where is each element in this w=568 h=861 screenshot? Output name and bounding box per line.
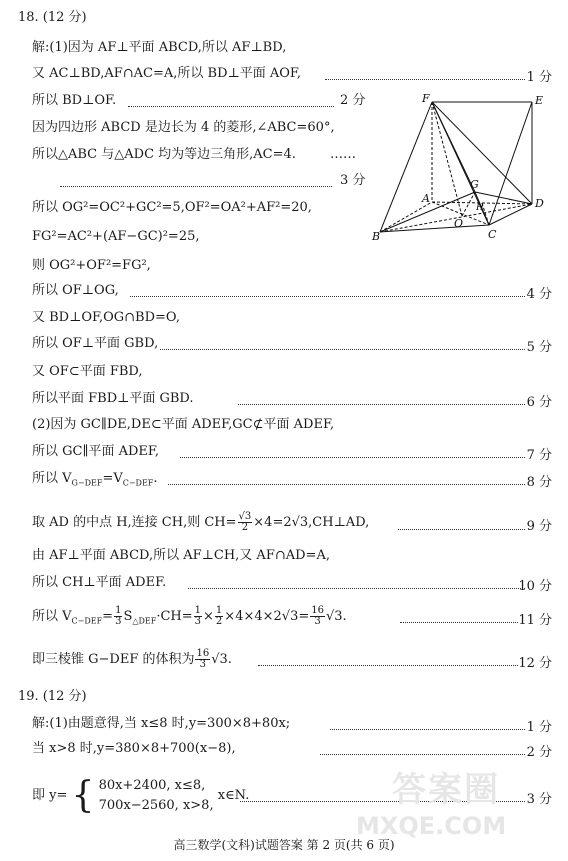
q18-line-18: 由 AF⊥平面 ABCD,所以 AF⊥CH,又 AF∩AD=A, bbox=[32, 548, 330, 563]
leader-dots bbox=[60, 186, 332, 187]
q18-line-4: 因为四边形 ABCD 是边长为 4 的菱形,∠ABC=60°, bbox=[32, 120, 335, 135]
left-brace: { bbox=[71, 775, 95, 816]
leader-dots bbox=[188, 588, 525, 589]
q18-line-6: 所以 OG²=OC²+GC²=5,OF²=OA²+AF²=20, bbox=[32, 200, 312, 215]
q18-line-11: 所以 OF⊥平面 GBD, bbox=[32, 336, 159, 351]
q18-line-1: 解:(1)因为 AF⊥平面 ABCD,所以 AF⊥BD, bbox=[32, 40, 287, 55]
label-A: A bbox=[422, 192, 430, 205]
q18-line-2: 又 AC⊥BD,AF∩AC=A,所以 BD⊥平面 AOF, bbox=[32, 66, 302, 81]
score-3: 3 分 bbox=[340, 173, 366, 188]
leader-dots bbox=[130, 296, 525, 297]
edge bbox=[489, 102, 532, 225]
q19-line-2: 当 x>8 时,y=380×8+700(x−8), bbox=[32, 741, 236, 756]
label-D: D bbox=[535, 197, 544, 210]
hidden-edge bbox=[432, 102, 462, 216]
score-6: 6 分 bbox=[526, 395, 552, 410]
label-E: E bbox=[535, 94, 544, 107]
score-5: 5 分 bbox=[526, 340, 552, 355]
score-10: 10 分 bbox=[518, 579, 552, 594]
label-G: G bbox=[470, 178, 479, 191]
q18-line-21: 即三棱锥 G−DEF 的体积为 $\frac{16}{3}$ √3. bbox=[32, 648, 232, 670]
q18-line-3: 所以 BD⊥OF. bbox=[32, 93, 117, 108]
label-H: H bbox=[476, 203, 484, 213]
score-8: 8 分 bbox=[526, 475, 552, 490]
q18-line-12: 又 OF⊂平面 FBD, bbox=[32, 364, 143, 379]
trailing-dots: …… bbox=[330, 147, 356, 162]
q19-line-1: 解:(1)由题意得,当 x≤8 时,y=300×8+80x; bbox=[32, 716, 291, 731]
score-3: 3 分 bbox=[526, 792, 552, 807]
watermark-logo: 答案圈 bbox=[392, 770, 500, 810]
page-footer: 高三数学(文科)试题答案 第 2 页(共 6 页) bbox=[173, 838, 395, 852]
leader-dots bbox=[160, 349, 525, 350]
score-7: 7 分 bbox=[526, 448, 552, 463]
leader-dots bbox=[238, 404, 525, 405]
piece-1: 80x+2400, x≤8, bbox=[98, 778, 206, 793]
piece-2: 700x−2560, x>8, bbox=[98, 798, 214, 813]
fraction: $\frac{√3}{2}$ bbox=[238, 511, 252, 533]
geometry-figure bbox=[372, 92, 542, 242]
q18-line-16: 所以 $V_{G-DEF}=V_{C-DEF}$. bbox=[32, 471, 158, 488]
q18-line-19: 所以 CH⊥平面 ADEF. bbox=[32, 575, 167, 590]
hidden-edge bbox=[462, 192, 475, 216]
label-O: O bbox=[454, 217, 464, 230]
label-B: B bbox=[372, 230, 381, 243]
leader-dots bbox=[320, 754, 525, 755]
score-9: 9 分 bbox=[526, 519, 552, 534]
leader-dots bbox=[258, 665, 518, 666]
leader-dots bbox=[168, 484, 525, 485]
score-11: 11 分 bbox=[518, 613, 552, 628]
label-F: F bbox=[422, 92, 430, 105]
q18-line-15: 所以 GC∥平面 ADEF, bbox=[32, 444, 160, 459]
q18-line-9: 所以 OF⊥OG, bbox=[32, 283, 119, 298]
score-2: 2 分 bbox=[340, 93, 366, 108]
score-4: 4 分 bbox=[526, 287, 552, 302]
leader-dots bbox=[128, 106, 334, 107]
score-12: 12 分 bbox=[518, 656, 552, 671]
score-2: 2 分 bbox=[526, 745, 552, 760]
q18-line-7: FG²=AC²+(AF−GC)²=25, bbox=[32, 229, 200, 244]
q18-line-20: 所以 $V_{C-DEF}=$ $\frac{1}{3}$ $S_{\triangle DEF}\cdot CH=$ $\frac{1}{3}$ × $\frac{1}{2}$ ×4×4×2√3= $\frac{16}{3}$ √3. bbox=[32, 605, 347, 627]
edge bbox=[432, 102, 475, 192]
piecewise-function: 即 y= { 80x+2400, x≤8, 700x−2560, x>8, x∈N. bbox=[32, 775, 250, 816]
leader-dots bbox=[330, 729, 525, 730]
q18-header: 18. (12 分) bbox=[18, 10, 87, 25]
leader-dots bbox=[400, 622, 518, 623]
q19-header: 19. (12 分) bbox=[18, 689, 87, 704]
q18-line-10: 又 BD⊥OF,OG∩BD=O, bbox=[32, 310, 180, 325]
q18-line-13: 所以平面 FBD⊥平面 GBD. bbox=[32, 391, 194, 406]
leader-dots bbox=[180, 457, 525, 458]
q18-line-17: 取 AD 的中点 H,连接 CH,则 CH= $\frac{√3}{2}$ ×4=2√3,CH⊥AD, bbox=[32, 511, 370, 533]
watermark-url: MXQE.COM bbox=[356, 812, 507, 840]
q18-line-14: (2)因为 GC∥DE,DE⊂平面 ADEF,GC⊄平面 ADEF, bbox=[32, 417, 335, 432]
label-C: C bbox=[488, 228, 497, 241]
edge bbox=[432, 102, 532, 204]
score-1: 1 分 bbox=[526, 70, 552, 85]
q18-line-5: 所以△ABC 与△ADC 均为等边三角形,AC=4. bbox=[32, 147, 296, 162]
q18-line-8: 则 OG²+OF²=FG², bbox=[32, 258, 151, 273]
score-1: 1 分 bbox=[526, 720, 552, 735]
leader-dots bbox=[325, 79, 525, 80]
edge bbox=[380, 102, 432, 232]
leader-dots bbox=[398, 529, 525, 530]
